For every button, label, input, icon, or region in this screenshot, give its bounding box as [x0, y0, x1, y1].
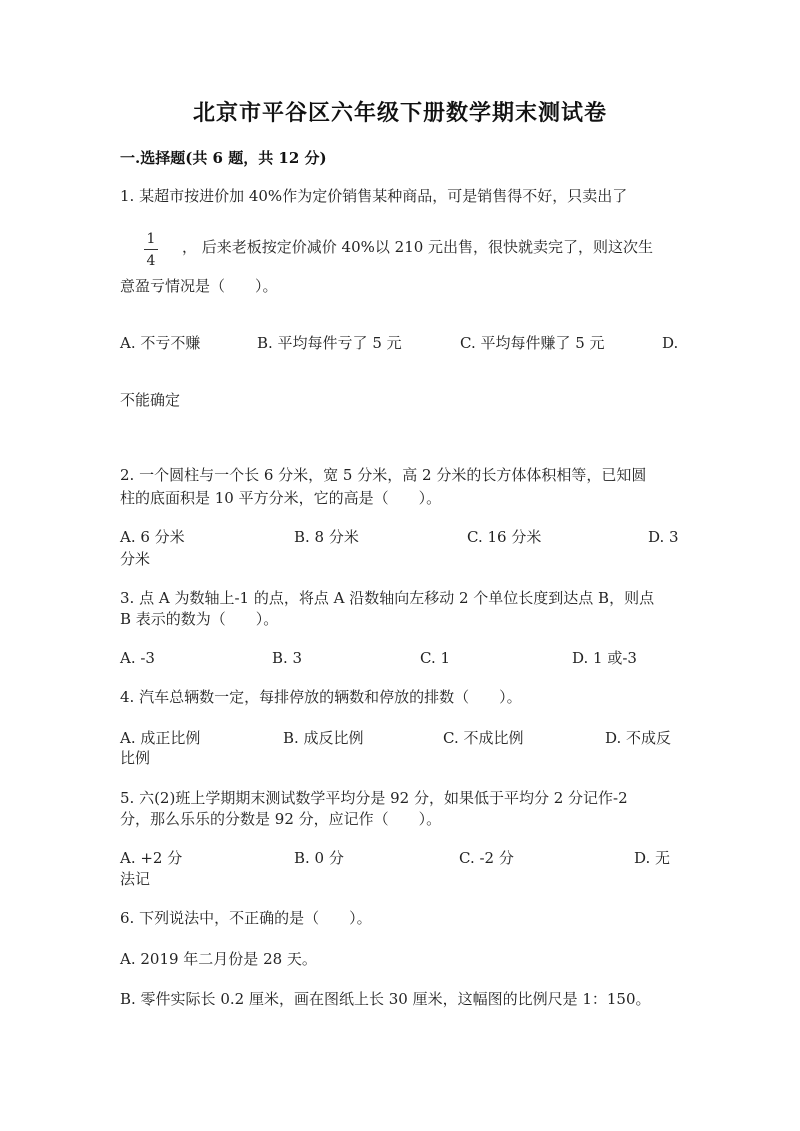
page-title: 北京市平谷区六年级下册数学期末测试卷 — [192, 100, 607, 126]
q4-stem-line1: 4. 汽车总辆数一定，每排停放的辆数和停放的排数（ ）。 — [120, 688, 522, 706]
q6-option-b[interactable]: B. 零件实际长 0.2 厘米，画在图纸上长 30 厘米，这幅图的比例尺是 1：150。 — [120, 990, 651, 1008]
q6-stem-line1: 6. 下列说法中，不正确的是（ ）。 — [120, 909, 372, 927]
q5-option-a[interactable]: A. +2 分 — [120, 849, 183, 867]
q1-option-a[interactable]: A. 不亏不赚 — [120, 334, 201, 352]
q2-option-a[interactable]: A. 6 分米 — [120, 528, 185, 546]
q5-option-b[interactable]: B. 0 分 — [294, 849, 344, 867]
q5-option-d[interactable]: D. 无 — [634, 849, 671, 867]
q5-option-c[interactable]: C. -2 分 — [459, 849, 514, 867]
q4-option-d-continued: 比例 — [120, 749, 151, 767]
q4-option-d[interactable]: D. 不成反 — [605, 729, 672, 747]
q2-option-c[interactable]: C. 16 分米 — [467, 528, 542, 546]
q3-option-c[interactable]: C. 1 — [420, 649, 451, 667]
q3-option-d[interactable]: D. 1 或-3 — [572, 649, 637, 667]
q1-stem-line1: 1. 某超市按进价加 40%作为定价销售某种商品，可是销售得不好，只卖出了 — [120, 187, 628, 205]
q5-stem-line2: 分，那么乐乐的分数是 92 分，应记作（ ）。 — [120, 810, 442, 828]
q3-stem-line2: B 表示的数为（ ）。 — [120, 610, 279, 628]
q4-option-b[interactable]: B. 成反比例 — [283, 729, 364, 747]
q2-option-d[interactable]: D. 3 — [648, 528, 679, 546]
q2-stem-line2: 柱的底面积是 10 平方分米，它的高是（ ）。 — [120, 489, 442, 507]
q4-option-c[interactable]: C. 不成比例 — [443, 729, 524, 747]
q4-option-a[interactable]: A. 成正比例 — [120, 729, 201, 747]
q3-stem-line1: 3. 点 A 为数轴上-1 的点，将点 A 沿数轴向左移动 2 个单位长度到达点 B，则点 — [120, 589, 655, 607]
q5-option-d-continued: 法记 — [120, 870, 151, 888]
fraction-denominator: 4 — [146, 253, 156, 269]
q1-stem-line3: 意盈亏情况是（ ）。 — [120, 277, 278, 295]
q1-option-c[interactable]: C. 平均每件赚了 5 元 — [460, 334, 605, 352]
q3-option-a[interactable]: A. -3 — [120, 649, 155, 667]
q1-option-d-continued: 不能确定 — [120, 391, 181, 409]
q5-stem-line1: 5. 六(2)班上学期期末测试数学平均分是 92 分，如果低于平均分 2 分记作-2 — [120, 789, 628, 807]
fraction-numerator: 1 — [146, 231, 156, 247]
q2-stem-line1: 2. 一个圆柱与一个长 6 分米，宽 5 分米，高 2 分米的长方体体积相等，已知圆 — [120, 466, 647, 484]
q1-option-b[interactable]: B. 平均每件亏了 5 元 — [257, 334, 402, 352]
q1-stem-line2: ， 后来老板按定价减价 40%以 210 元出售，很快就卖完了，则这次生 — [182, 238, 654, 256]
q1-fraction — [140, 232, 162, 268]
q6-option-a[interactable]: A. 2019 年二月份是 28 天。 — [120, 950, 317, 968]
q1-option-d[interactable]: D. — [662, 334, 679, 352]
section-heading: 一.选择题(共 6 题，共 12 分) — [120, 149, 327, 167]
q3-option-b[interactable]: B. 3 — [272, 649, 303, 667]
q2-option-b[interactable]: B. 8 分米 — [294, 528, 359, 546]
q2-option-d-continued: 分米 — [120, 550, 151, 568]
